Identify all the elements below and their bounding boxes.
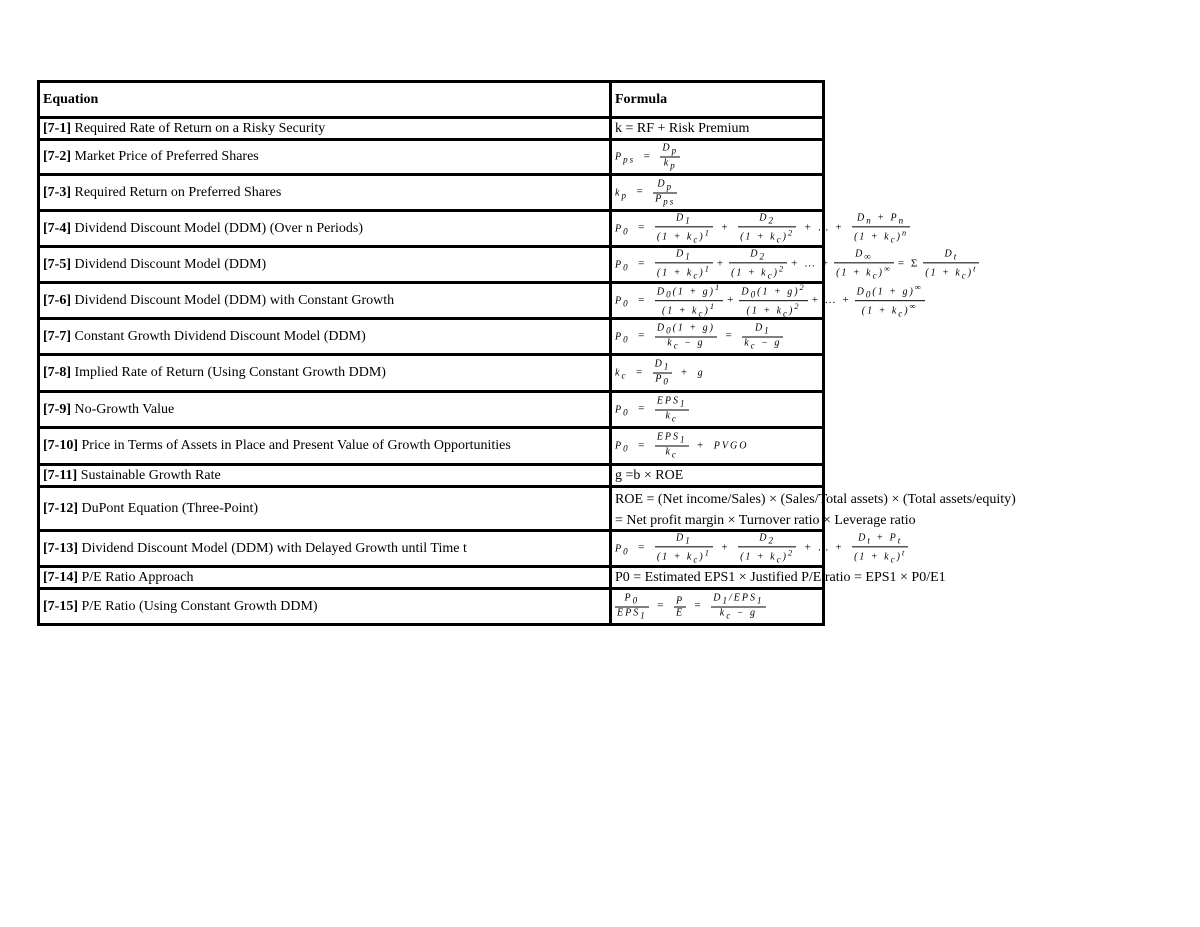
equation-number: [7-7]	[43, 328, 71, 344]
table-row	[39, 567, 824, 589]
equation-number: [7-1]	[43, 120, 71, 136]
equation-label: Dividend Discount Model (DDM) (Over n Periods)	[74, 220, 364, 236]
equation-label: P/E Ratio Approach	[81, 569, 194, 585]
formula-text: P0 = Estimated EPS1 × Justified P/E ratio = EPS1 × P0/E1	[615, 569, 946, 585]
formula-cell[interactable]	[611, 247, 978, 283]
equation-label: Sustainable Growth Rate	[80, 467, 221, 483]
formula-text	[615, 489, 1016, 531]
equation-label: Dividend Discount Model (DDM) with Constant Growth	[74, 292, 395, 308]
formula-cell[interactable]	[611, 118, 824, 140]
table-row	[39, 531, 824, 567]
equation-number: [7-10]	[43, 438, 78, 453]
formula-image: $P_0$ = $\frac{D_1}{(1 + k_c)^1}$ + $\frac{D_2}{(1 + k_c)^2}$ + … + $\frac{D_n + P_n}{(1 + k_c)^n}$	[615, 211, 909, 245]
formula-image: $\frac{P_0}{EPS_1}$ = $\frac{P}{E}$ = $\frac{D_1/EPS_1}{k_c - g}$	[617, 592, 764, 620]
equation-number: [7-8]	[43, 365, 71, 380]
equation-cell[interactable]	[39, 428, 611, 465]
formula-image: $P_0$ = $\frac{EPS_1}{k_c}$	[615, 395, 687, 423]
formula-cell[interactable]	[611, 140, 824, 175]
header-formula[interactable]: Formula	[611, 82, 824, 118]
table-row	[39, 589, 824, 625]
equation-label: Dividend Discount Model (DDM) with Delayed Growth until Time t	[81, 540, 467, 556]
equation-cell[interactable]	[39, 283, 611, 319]
formula-cell[interactable]	[611, 567, 946, 589]
equation-number: [7-4]	[43, 220, 71, 236]
formula-image: $P_0$ = $\frac{D_0(1 + g)}{k_c - g}$ = $\frac{D_1}{k_c - g}$	[615, 322, 782, 350]
equation-label: DuPont Equation (Three-Point)	[81, 500, 259, 516]
equation-cell[interactable]	[39, 589, 611, 625]
table-row	[39, 487, 824, 531]
formula-image: $P_{ps}$ = $\frac{D_p}{k_p}$	[615, 142, 679, 171]
formula-image: $k_c$ = $\frac{D_1}{P_0}$ + g	[615, 358, 705, 387]
equation-cell[interactable]	[39, 175, 611, 211]
formula-cell[interactable]	[611, 319, 824, 355]
equation-label: Implied Rate of Return (Using Constant Growth DDM)	[74, 365, 386, 380]
formula-cell[interactable]	[611, 465, 824, 487]
formula-cell[interactable]	[611, 355, 824, 392]
equation-label: No-Growth Value	[74, 401, 175, 417]
table-row	[39, 355, 824, 392]
formula-text: k = RF + Risk Premium	[615, 120, 750, 136]
equation-label: Market Price of Preferred Shares	[74, 149, 259, 164]
table-row	[39, 140, 824, 175]
formula-text: g =b × ROE	[615, 467, 684, 483]
equation-cell[interactable]	[39, 118, 611, 140]
equation-cell[interactable]	[39, 567, 611, 589]
equation-number: [7-5]	[43, 256, 71, 272]
table-row	[39, 428, 824, 465]
formula-cell[interactable]	[611, 211, 909, 247]
equation-cell[interactable]	[39, 355, 611, 392]
formula-table	[37, 80, 1016, 626]
equation-number: [7-13]	[43, 540, 78, 556]
equation-number: [7-6]	[43, 292, 71, 308]
equation-label: Dividend Discount Model (DDM)	[74, 256, 267, 272]
equation-label: Required Return on Preferred Shares	[74, 184, 282, 200]
equation-cell[interactable]	[39, 247, 611, 283]
table-row	[39, 247, 824, 283]
equation-number: [7-9]	[43, 401, 71, 417]
equation-cell[interactable]	[39, 487, 611, 531]
equation-number: [7-15]	[43, 598, 78, 614]
formula-line-2: = Net profit margin × Turnover ratio × Leverage ratio	[615, 513, 916, 528]
equation-cell[interactable]	[39, 531, 611, 567]
equation-cell[interactable]	[39, 211, 611, 247]
table-row	[39, 118, 824, 140]
table-row	[39, 392, 824, 428]
equation-number: [7-2]	[43, 149, 71, 164]
table-row	[39, 211, 824, 247]
equation-number: [7-3]	[43, 184, 71, 200]
formula-image: $k_p$ = $\frac{D_p}{P_{ps}}$	[615, 178, 676, 206]
equation-label: P/E Ratio (Using Constant Growth DDM)	[81, 598, 318, 614]
formula-cell[interactable]	[611, 531, 907, 567]
equation-label: Constant Growth Dividend Discount Model (DDM)	[74, 328, 366, 344]
formula-cell[interactable]	[611, 428, 824, 465]
equation-number: [7-12]	[43, 500, 78, 516]
formula-cell[interactable]	[611, 282, 923, 319]
table-row	[39, 175, 824, 211]
equation-cell[interactable]	[39, 465, 611, 487]
equation-label: Price in Terms of Assets in Place and Present Value of Growth Opportunities	[81, 438, 511, 453]
formula-image: $P_0$ = $\frac{D_1}{(1 + k_c)^1}$ + $\frac{D_2}{(1 + k_c)^2}$ + … + $\frac{D_\infty}{(1 + k_c)^\infty}$ = Σ $\frac{D_t}{(1 + k_c)^t}$	[615, 247, 978, 281]
formula-cell[interactable]	[611, 392, 824, 428]
equation-number: [7-14]	[43, 569, 78, 585]
equation-number: [7-11]	[43, 467, 78, 483]
formula-image: $P_0$ = $\frac{D_0(1 + g)^1}{(1 + k_c)^1}$ + $\frac{D_0(1 + g)^2}{(1 + k_c)^2}$ + … + $\frac{D_0(1 + g)^\infty}{(1 + k_c)^\infty}$	[615, 282, 923, 319]
formula-image: $P_0$ = $\frac{D_1}{(1 + k_c)^1}$ + $\frac{D_2}{(1 + k_c)^2}$ + … + $\frac{D_t + P_t}{(1 + k_c)^t}$	[615, 531, 907, 565]
formula-cell[interactable]	[611, 175, 824, 211]
table-row	[39, 283, 824, 319]
equation-cell[interactable]	[39, 392, 611, 428]
table-row	[39, 465, 824, 487]
formula-line-1: ROE = (Net income/Sales) × (Sales/Total assets) × (Total assets/equity)	[615, 492, 1016, 507]
table-header-row	[39, 82, 824, 118]
formula-cell[interactable]	[611, 589, 824, 625]
header-equation[interactable]: Equation	[39, 82, 611, 118]
table-row	[39, 319, 824, 355]
formula-image: $P_0$ = $\frac{EPS_1}{k_c}$ + PVGO	[615, 431, 749, 460]
equation-label: Required Rate of Return on a Risky Security	[74, 120, 326, 136]
equation-cell[interactable]	[39, 140, 611, 175]
formula-cell[interactable]	[611, 487, 1016, 531]
equation-cell[interactable]	[39, 319, 611, 355]
